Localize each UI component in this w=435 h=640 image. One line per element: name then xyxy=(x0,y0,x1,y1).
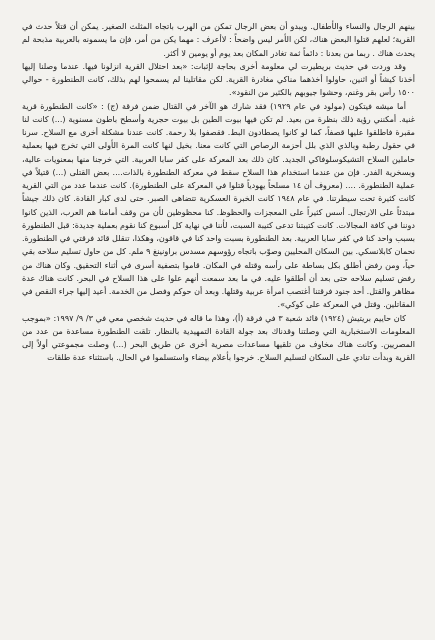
paragraph-1: بينهم الرجال والنساء والأطفال. ويبدو أن بعض الرجال تمكن من الهرب باتجاه المثلث الصغير. يمكن أن قتلاً حدث في القرية؛ لعلهم قتلوا البعض هناك، لكن الأمر ليس واضحاً : لاأعرف : مهما يكن من أمر، فإن ما يسمونه بالعربية مذبحة لم يحدث هناك . ربما من بعدنا : دائماً ثمة تغادر المكان بعد يوم أو يومين لا أكثر. xyxy=(22,22,415,58)
page-text xyxy=(22,20,415,365)
paragraph-3: أما ميشه فيتكون (مولود في عام ١٩٢٩) فقد شارك هو الآخر في القتال ضمن فرقة (ج) : «كانت الطنطورة قرية غنية. أمكنني رؤية ذلك بنظرة من بعيد. لم تكن فيها بيوت الطين بل بيوت حجرية وأسطح باطون مسنوية (...) كانت لنا مقبرة فاطلقوا عليها قصفاً، كما لو كانوا يصطادون البط. فقصفوا بلا رحمة. كانت عندنا مشكلة أخرى مع السلاح. سرنا في حقول رطبة وبالذي الذي بلل أحزمة الرصاص التي كانت معنا. بخيل لنها كانت المرة الأولى التي تخرج فيها بعملية حاملين السلاح التشيكوسلوفاكي الجديد. كان ذلك بعد المعركة على كفر سابا العربية. التي خرجنا منها بمعنويات عالية، وبسخرية الفدر. فإن من عندما استخدام هذا السلاح سقط في معركة الطنطورة بالذات.... بعض القتلى (...) قتيلاً في عملية الطنطورة. .... (معروف أن ١٤ مسلحاً يهودياً قتلوا في المعركة على الطنطورة). كانت عندما عدد من التي القرية كانت كثيرة تحت سيطرتنا. في عام ١٩٤٨ كانت الخبرة العسكرية تتضاهى الصبر. حتى لدى كبار القادة. كان ذلك جيشاً مبتدئاً على الارتجال. أسس كثيراً على المعجزات والحظوظ. كنا محظوظين لأن من وقف أمامنا هم العرب، الذين كانوا دوننا في كافة المجالات. كانت كتيبتنا تدعى كتيبة السبت، لأننا في نهاية كل أسبوع كنا نقوم بعملية جديدة: قبل الطنطورة بسبب واحد كنا في كفر سابا العربية. بعد الطنطورة بسبت واحد كنا في قاقون، وهكذا، تنقلل قائد فرقتي في الطنطورة. نحمان كابلانسكي. بين السكان المحليين وصوّب باتجاه رؤوسهم مسدس براونينغ ٩ ملم. كل من حاول تسليم سلاحه بقي حياً، ومن رفض أطلق بكل بساطة على رأسه وقتله في المكان. قاموا بتصفية أسرى في أثناء التحقيق. وكان هناك من رفض تسليم سلاحه حتى بعد أن أطلقوا عليه. في ما بعد سمعت أنهم علوا على هذا السلاح في البحر. كانت هناك عدة مظاهر والقتل. أحد جنود فرقتنا أغتصب امرأة عربية وقتلها. وبعد أن حوكم وفصل من الخدمة. أعيد إليها جراء النقص في المقاتلين. وقتل في المعركة على كوكي». xyxy=(22,101,416,310)
paragraph-4: كان حاييم بريتيش (١٩٢٤) قائد شعبة ٣ في فرقة (أ)، وهذا ما قاله في حديث شخصي معي في ٣/ ٩/ ١٩٩٧: «بموجب المعلومات الاستخبارية التي وصلتنا وقدناك بعد جولة القادة التمهيدية بالنظار. تلقت الطنطورة مساعدة من عدد من المصريين. وكانت هناك مخاوف من تلقيها مساعدات مصرية أخرى عن طريق البحر (...) وصلت مجموعتي أولاً إلى القرية وبدأت تنادي على السكان لتسليم السلاح. خرجوا بأعلام بيضاء واستسلموا في الحال. باستثناء عدة طلقات xyxy=(22,313,415,363)
paragraph-2: وقد وردت في حديث بريطيرت لي معلومة أخرى بحاجة لإثبات: «بعد احتلال القرية انزلونا فيها. عندما وصلنا إليها أخذنا كيشاً أو اثنين، حاولوا أخذهما مناكي مغادرة القرية. لكن مقاتلينا لم يسمحوا لهم بذلك، كانت الطنطورة - حوالي ١٥٠٠ رأس بقر وغنم، وحشوا جيوبهم بالكثير من النقود». xyxy=(22,61,415,98)
